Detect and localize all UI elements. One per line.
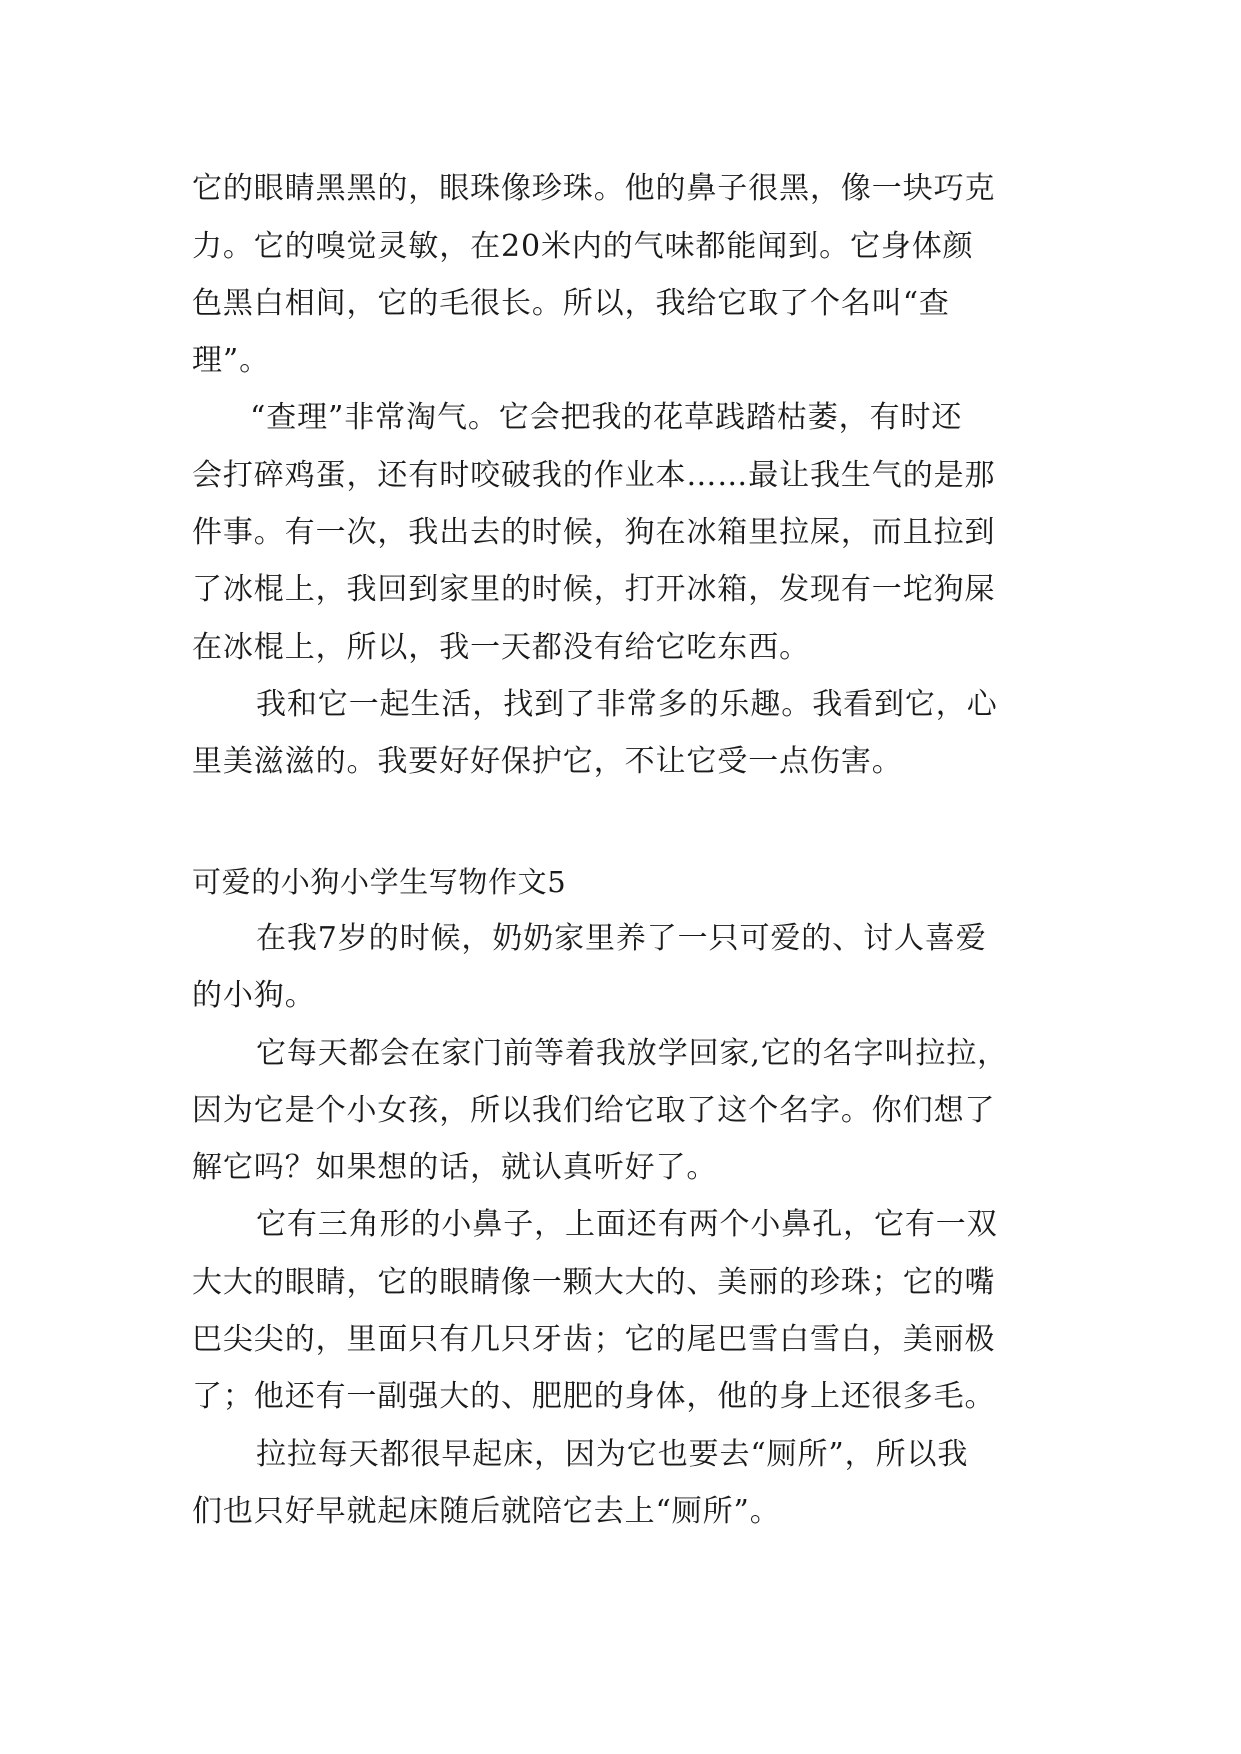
text-line: 色黑白相间，它的毛很长。所以，我给它取了个名叫“查 — [192, 286, 950, 321]
text-line: 在冰棍上，所以，我一天都没有给它吃东西。 — [192, 630, 810, 665]
text-line: 拉拉每天都很早起床，因为它也要去“厕所”，所以我 — [256, 1437, 969, 1472]
text-line: 了；他还有一副强大的、肥肥的身体，他的身上还很多毛。 — [192, 1379, 996, 1414]
text-line: 理”。 — [192, 343, 271, 378]
text-line: 解它吗？如果想的话，就认真听好了。 — [192, 1150, 718, 1185]
text-line: 里美滋滋的。我要好好保护它，不让它受一点伤害。 — [192, 744, 903, 779]
text-line: 力。它的嗅觉灵敏，在20米内的气味都能闻到。它身体颜 — [192, 229, 974, 264]
text-line: 我和它一起生活，找到了非常多的乐趣。我看到它，心 — [256, 687, 998, 722]
text-line: 的小狗。 — [192, 978, 316, 1013]
section-heading: 可爱的小狗小学生写物作文5 — [192, 865, 567, 899]
text-line: 件事。有一次，我出去的时候，狗在冰箱里拉屎，而且拉到 — [192, 515, 996, 550]
text-line: 们也只好早就起床随后就陪它去上“厕所”。 — [192, 1494, 781, 1529]
text-line: 它每天都会在家门前等着我放学回家,它的名字叫拉拉， — [256, 1036, 1009, 1071]
text-line: 巴尖尖的，里面只有几只牙齿；它的尾巴雪白雪白，美丽极 — [192, 1322, 996, 1357]
text-line: 在我7岁的时候，奶奶家里养了一只可爱的、讨人喜爱 — [256, 921, 987, 956]
text-line: 了冰棍上，我回到家里的时候，打开冰箱，发现有一坨狗屎 — [192, 572, 996, 607]
text-line: 它有三角形的小鼻子，上面还有两个小鼻孔，它有一双 — [256, 1207, 998, 1242]
text-line: 它的眼睛黑黑的，眼珠像珍珠。他的鼻子很黑，像一块巧克 — [192, 171, 996, 206]
text-line: 会打碎鸡蛋，还有时咬破我的作业本……最让我生气的是那 — [192, 458, 996, 493]
text-line: “查理”非常淘气。它会把我的花草践踏枯萎，有时还 — [250, 400, 963, 435]
text-line: 因为它是个小女孩，所以我们给它取了这个名字。你们想了 — [192, 1093, 996, 1128]
text-line: 大大的眼睛，它的眼睛像一颗大大的、美丽的珍珠；它的嘴 — [192, 1265, 996, 1300]
